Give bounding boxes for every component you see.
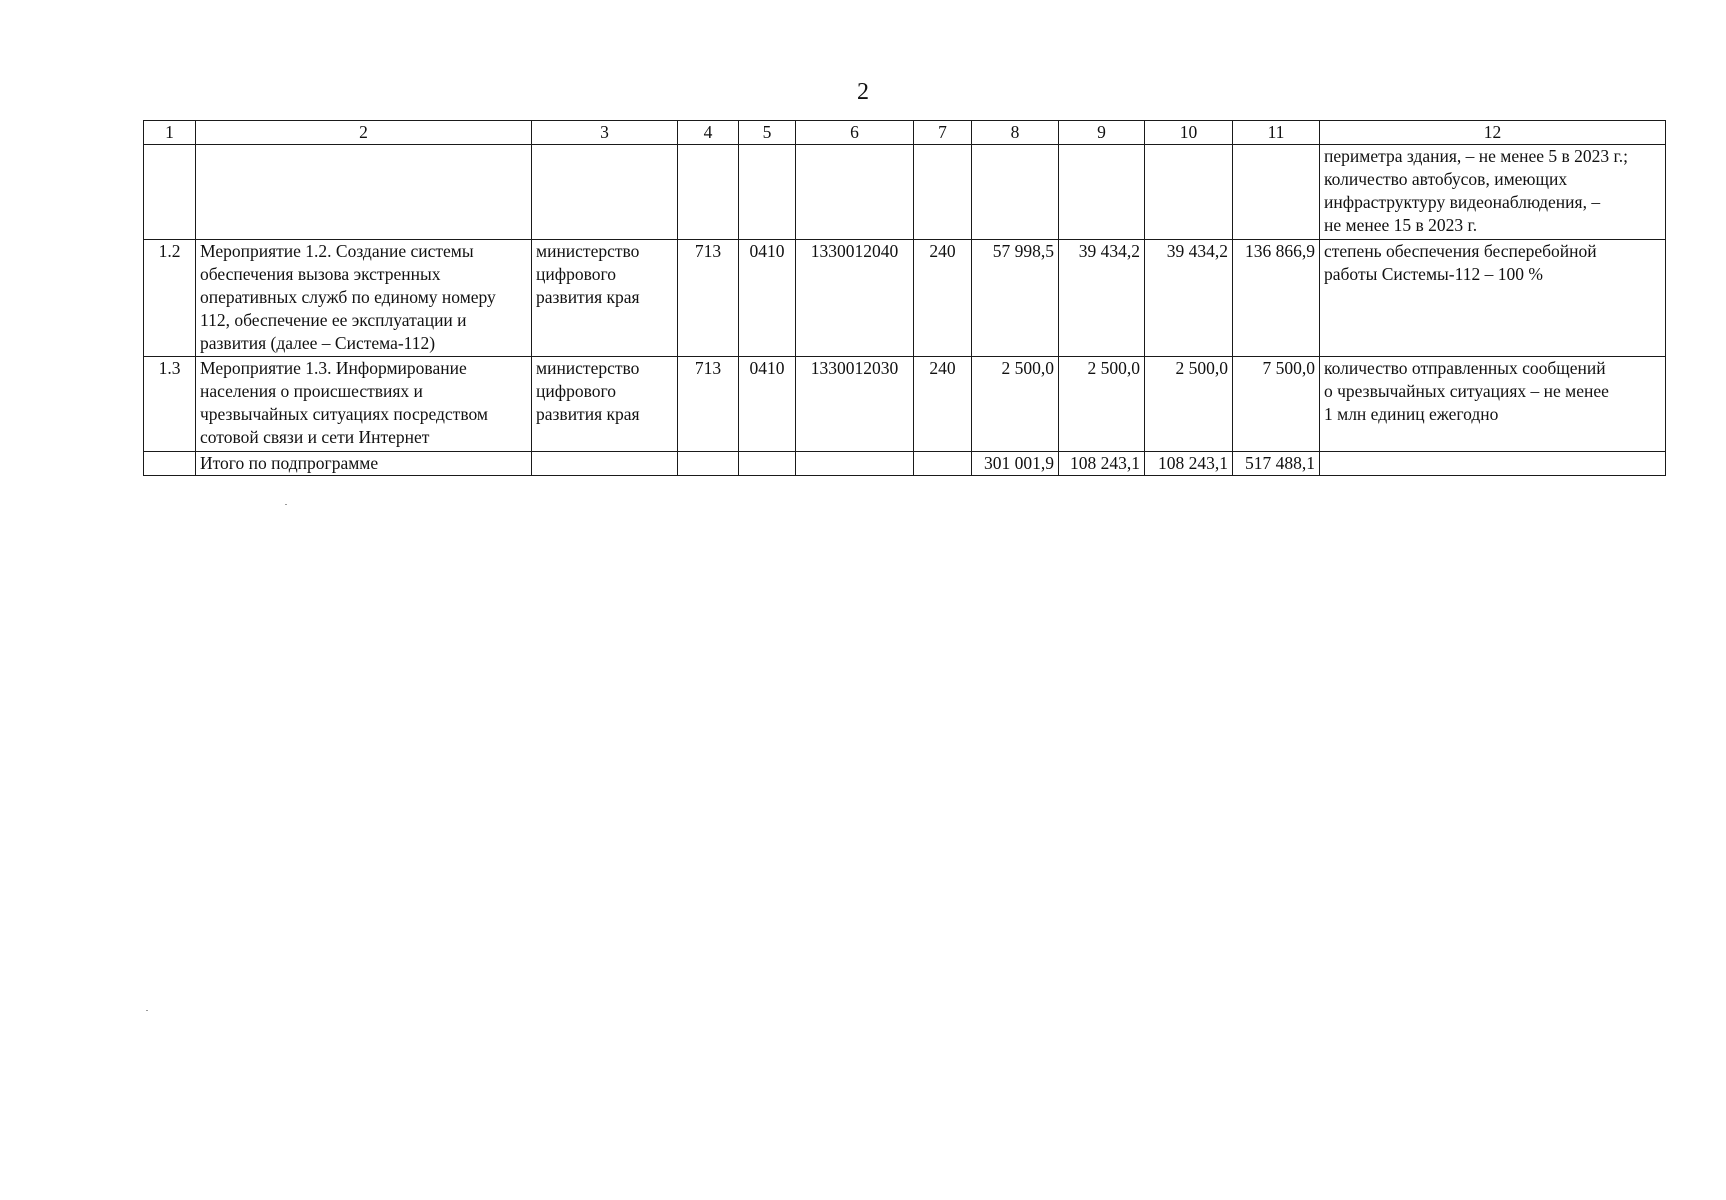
column-number: 1 (144, 121, 196, 145)
text-line: населения о происшествиях и (200, 381, 423, 401)
text-line: количество автобусов, имеющих (1324, 169, 1568, 189)
code-cell: 1330012030 (796, 357, 914, 452)
amount-cell: 39 434,2 (1059, 240, 1145, 357)
text-line: инфраструктуру видеонаблюдения, – (1324, 192, 1601, 212)
column-number: 11 (1233, 121, 1320, 145)
scan-speck (285, 504, 287, 505)
text-line: количество отправленных сообщений (1324, 358, 1606, 378)
program-table (143, 120, 1666, 476)
text-line: оперативных служб по единому номеру (200, 287, 496, 307)
total-row (144, 452, 1666, 476)
text-line: о чрезвычайных ситуациях – не менее (1324, 381, 1609, 401)
indicator-cell (1320, 145, 1666, 240)
text-line: периметра здания, – не менее 5 в 2023 г.; (1324, 146, 1628, 166)
indicator-cell (1320, 240, 1666, 357)
code-cell: 0410 (739, 240, 796, 357)
text-line: развития края (536, 404, 640, 424)
column-number: 6 (796, 121, 914, 145)
text-line: обеспечения вызова экстренных (200, 264, 441, 284)
amount-cell: 2 500,0 (1145, 357, 1233, 452)
column-number-row (144, 121, 1666, 145)
text-line: Мероприятие 1.3. Информирование (200, 358, 467, 378)
total-label: Итого по подпрограмме (196, 452, 532, 476)
text-line: 1 млн единиц ежегодно (1324, 404, 1499, 424)
amount-cell: 2 500,0 (972, 357, 1059, 452)
column-number: 8 (972, 121, 1059, 145)
amount-cell: 7 500,0 (1233, 357, 1320, 452)
total-amount: 517 488,1 (1233, 452, 1320, 476)
text-line: цифрового (536, 264, 616, 284)
column-number: 3 (532, 121, 678, 145)
text-line: степень обеспечения бесперебойной (1324, 241, 1597, 261)
code-cell: 713 (678, 357, 739, 452)
column-number: 4 (678, 121, 739, 145)
amount-cell: 2 500,0 (1059, 357, 1145, 452)
code-cell: 1330012040 (796, 240, 914, 357)
text-line: Мероприятие 1.2. Создание системы (200, 241, 474, 261)
code-cell: 0410 (739, 357, 796, 452)
table-row (144, 240, 1666, 357)
total-amount: 108 243,1 (1145, 452, 1233, 476)
measure-name-cell (196, 357, 532, 452)
column-number: 5 (739, 121, 796, 145)
executor-cell (532, 240, 678, 357)
scan-speck (146, 1010, 148, 1011)
amount-cell: 136 866,9 (1233, 240, 1320, 357)
column-number: 7 (914, 121, 972, 145)
row-number: 1.2 (144, 240, 196, 357)
amount-cell: 57 998,5 (972, 240, 1059, 357)
table-row (144, 145, 1666, 240)
column-number: 12 (1320, 121, 1666, 145)
code-cell: 713 (678, 240, 739, 357)
row-number: 1.3 (144, 357, 196, 452)
text-line: развития края (536, 287, 640, 307)
indicator-cell (1320, 357, 1666, 452)
text-line: работы Системы-112 – 100 % (1324, 264, 1543, 284)
column-number: 9 (1059, 121, 1145, 145)
column-number: 2 (196, 121, 532, 145)
column-number: 10 (1145, 121, 1233, 145)
table-row (144, 357, 1666, 452)
total-amount: 301 001,9 (972, 452, 1059, 476)
total-amount: 108 243,1 (1059, 452, 1145, 476)
measure-name-cell (196, 240, 532, 357)
code-cell: 240 (914, 240, 972, 357)
text-line: развития (далее – Система-112) (200, 333, 436, 353)
text-line: чрезвычайных ситуациях посредством (200, 404, 488, 424)
text-line: министерство (536, 358, 640, 378)
amount-cell: 39 434,2 (1145, 240, 1233, 357)
code-cell: 240 (914, 357, 972, 452)
text-line: 112, обеспечение ее эксплуатации и (200, 310, 467, 330)
text-line: сотовой связи и сети Интернет (200, 427, 430, 447)
page-number: 2 (857, 79, 869, 105)
text-line: цифрового (536, 381, 616, 401)
text-line: не менее 15 в 2023 г. (1324, 215, 1478, 235)
text-line: министерство (536, 241, 640, 261)
executor-cell (532, 357, 678, 452)
